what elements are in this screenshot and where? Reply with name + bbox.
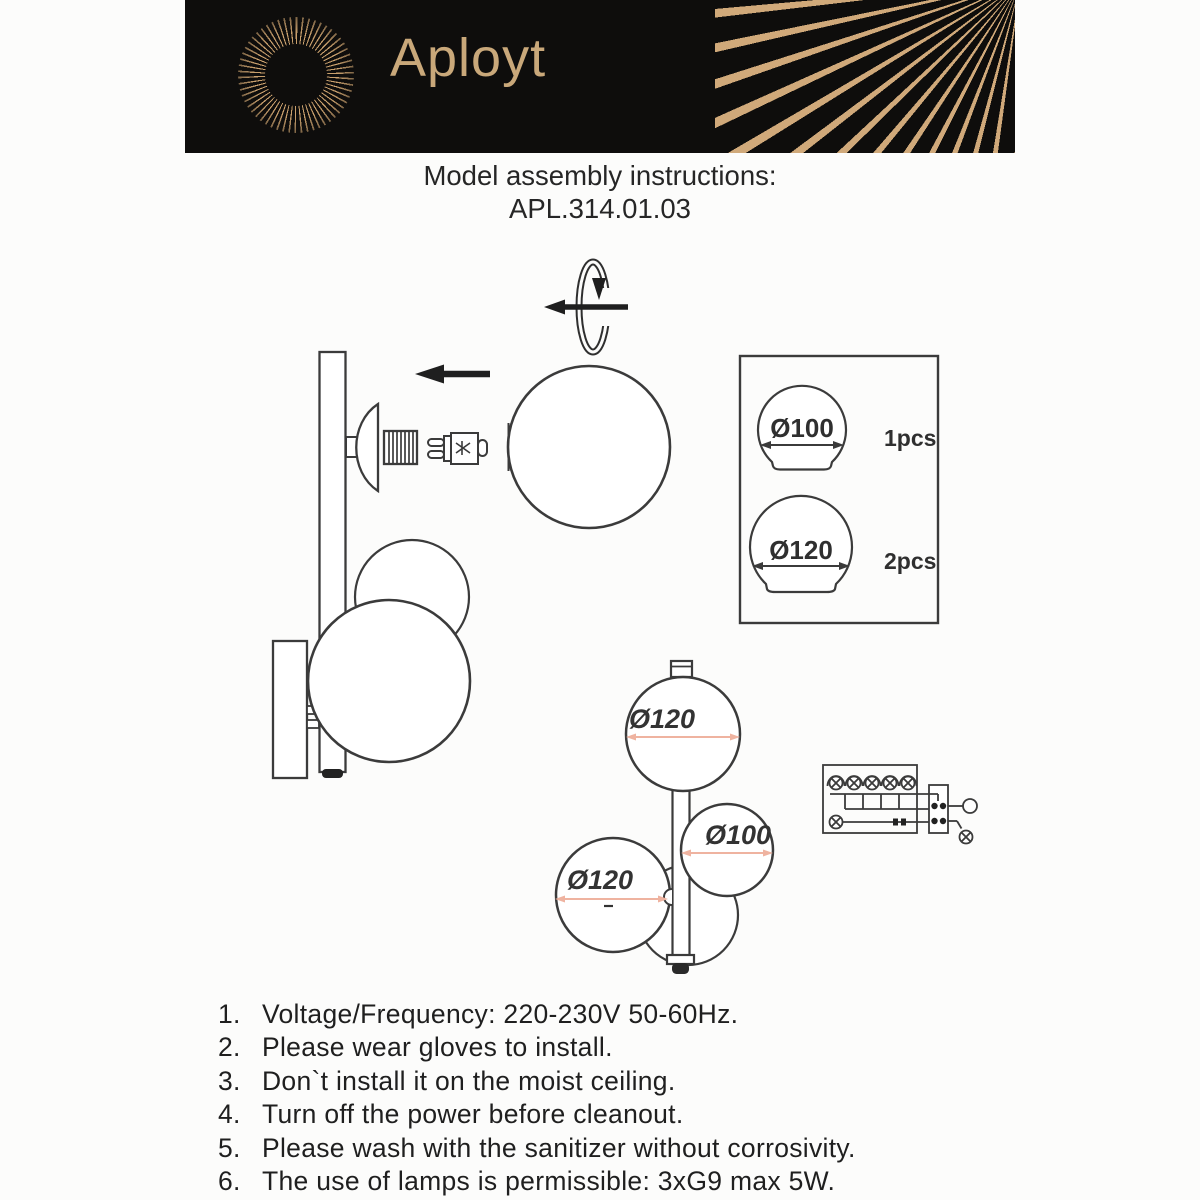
item-number: 3.: [218, 1065, 241, 1096]
item-text: Voltage/Frequency: 220-230V 50-60Hz.: [262, 999, 739, 1029]
list-item: [218, 1031, 1008, 1064]
page-title: Model assembly instructions:: [423, 160, 777, 191]
lamp-symbol: [902, 777, 915, 790]
list-item: [218, 1165, 1008, 1198]
insert-arrow-icon: [415, 365, 490, 384]
item-text: Turn off the power before cleanout.: [262, 1099, 684, 1130]
lamp-symbol: [866, 777, 879, 790]
item-number: 1.: [218, 999, 241, 1029]
lamp-symbol: [848, 777, 861, 790]
dim-label-top: Ø120: [628, 704, 696, 734]
list-item: [218, 1098, 1008, 1131]
part-label-100: Ø100: [770, 413, 834, 443]
item-text: Please wash with the sanitizer without corrosivity.: [262, 1132, 856, 1163]
front-view: [555, 661, 773, 974]
part-label-120: Ø120: [769, 535, 833, 565]
list-item: [218, 1132, 1008, 1165]
list-item: [218, 998, 1008, 1031]
list-item: [218, 1065, 1008, 1098]
lamp-symbol: [960, 831, 973, 844]
item-number: 2.: [218, 1032, 241, 1063]
rotate-arrow-icon: [544, 262, 628, 352]
item-number: 5.: [218, 1132, 241, 1163]
brand-name: Aployt: [390, 28, 547, 88]
item-number: 4.: [218, 1099, 241, 1130]
part-qty-100: 1pcs: [884, 425, 937, 451]
wiring-diagram: [823, 765, 977, 844]
exploded-view: [273, 262, 670, 778]
dim-label-right: Ø100: [704, 820, 772, 850]
item-number: 6.: [218, 1166, 241, 1197]
item-text: Don`t install it on the moist ceiling.: [262, 1065, 676, 1096]
dim-label-left: Ø120: [566, 865, 634, 895]
lamp-symbol: [830, 777, 843, 790]
model-number: APL.314.01.03: [509, 193, 691, 224]
g9-bulb: [428, 433, 487, 464]
instruction-list: [218, 998, 1008, 1198]
glass-globe-exploded: [508, 366, 670, 528]
part-qty-120: 2pcs: [884, 548, 937, 574]
lamp-socket: [346, 404, 417, 491]
lamp-symbol: [830, 816, 843, 829]
item-text: The use of lamps is permissible: 3xG9 max 5W.: [262, 1166, 836, 1197]
item-text: Please wear gloves to install.: [262, 1032, 613, 1063]
lamp-symbol: [884, 777, 897, 790]
supply-terminal-icon: [963, 799, 977, 813]
parts-box: [740, 356, 938, 623]
